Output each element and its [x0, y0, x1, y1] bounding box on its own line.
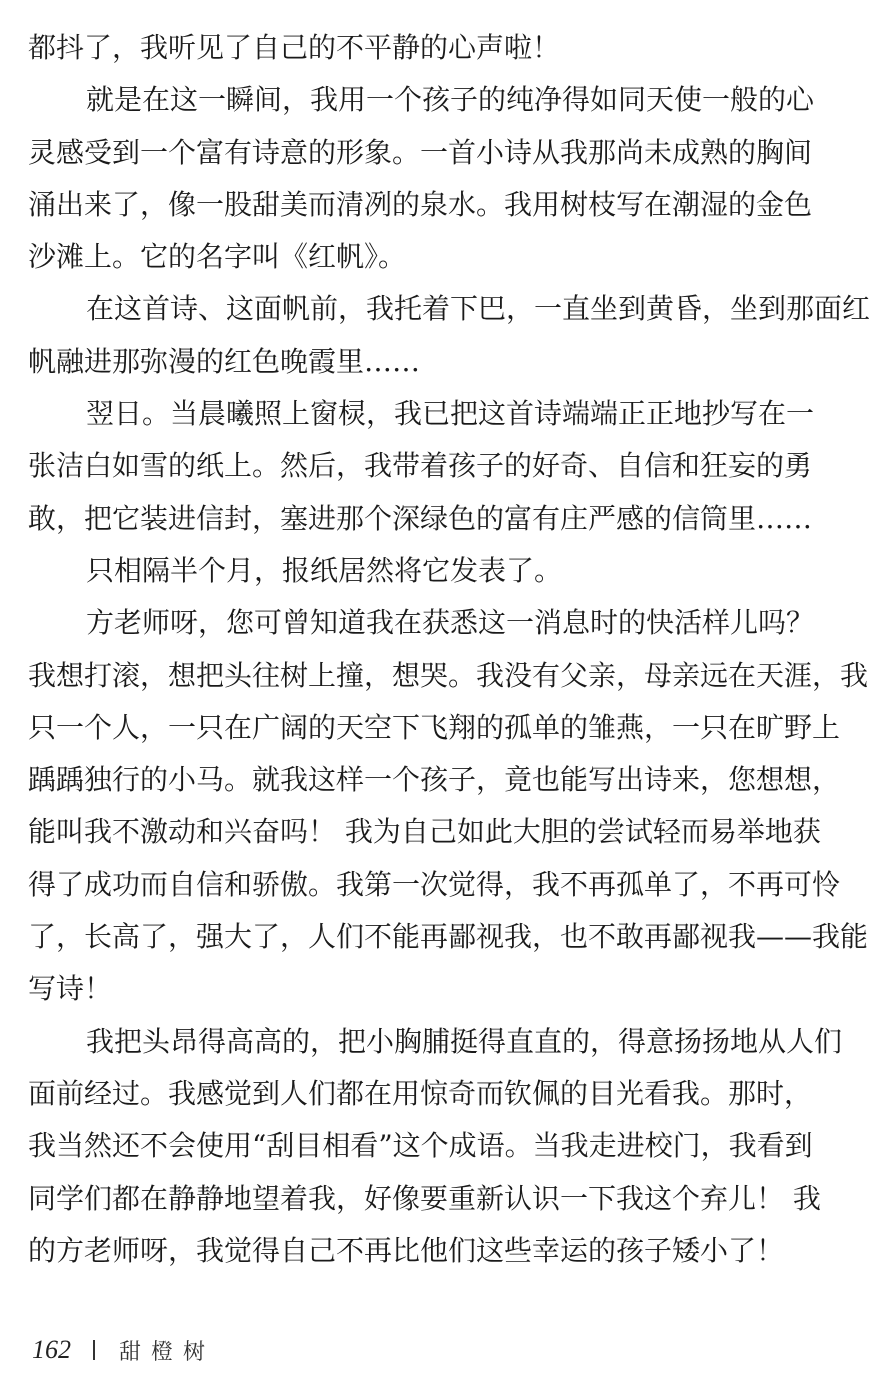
text-line: 能叫我不激动和兴奋吗！ 我为自己如此大胆的尝试轻而易举地获: [28, 815, 821, 849]
page-footer: [32, 1330, 215, 1370]
text-line: 翌日。当晨曦照上窗棂，我已把这首诗端端正正地抄写在一: [86, 397, 815, 431]
text-line: 在这首诗、这面帆前，我托着下巴，一直坐到黄昏，坐到那面红: [86, 292, 871, 326]
text-line: 涌出来了，像一股甜美而清冽的泉水。我用树枝写在潮湿的金色: [28, 187, 813, 221]
book-page-body: [28, 22, 871, 1277]
text-line: 帆融进那弥漫的红色晚霞里……: [28, 344, 421, 378]
text-line: 沙滩上。它的名字叫《红帆》。: [28, 240, 407, 274]
text-line: 我当然还不会使用“刮目相看”这个成语。当我走进校门，我看到: [28, 1129, 813, 1163]
text-line: 只一个人，一只在广阔的天空下飞翔的孤单的雏燕，一只在旷野上: [28, 710, 841, 744]
text-line: 我想打滚，想把头往树上撞，想哭。我没有父亲，母亲远在天涯，我: [28, 658, 869, 692]
text-line: 灵感受到一个富有诗意的形象。一首小诗从我那尚未成熟的胸间: [28, 135, 813, 169]
text-line: 张洁白如雪的纸上。然后，我带着孩子的好奇、自信和狂妄的勇: [28, 449, 813, 483]
text-line: 了，长高了，强大了，人们不能再鄙视我，也不敢再鄙视我——我能: [28, 920, 869, 954]
book-title: 甜橙树: [119, 1339, 216, 1365]
footer-divider: [93, 1340, 95, 1360]
text-line: 同学们都在静静地望着我，好像要重新认识一下我这个弃儿！ 我: [28, 1181, 821, 1215]
page-number: 162: [32, 1335, 71, 1364]
text-line: 写诗！: [28, 972, 113, 1006]
text-line: 都抖了，我听见了自己的不平静的心声啦！: [28, 31, 561, 64]
text-line: 得了成功而自信和骄傲。我第一次觉得，我不再孤单了，不再可怜: [28, 867, 841, 901]
text-line: 踽踽独行的小马。就我这样一个孩子，竟也能写出诗来，您想想，: [28, 763, 841, 797]
text-line: 就是在这一瞬间，我用一个孩子的纯净得如同天使一般的心: [86, 83, 815, 117]
text-line: 敢，把它装进信封，塞进那个深绿色的富有庄严感的信筒里……: [28, 501, 813, 535]
text-line: 方老师呀，您可曾知道我在获悉这一消息时的快活样儿吗？: [86, 606, 815, 640]
text-line: 我把头昂得高高的，把小胸脯挺得直直的，得意扬扬地从人们: [86, 1024, 843, 1058]
text-line: 面前经过。我感觉到人们都在用惊奇而钦佩的目光看我。那时，: [28, 1076, 813, 1110]
text-line: 只相隔半个月，报纸居然将它发表了。: [86, 553, 563, 587]
text-line: 的方老师呀，我觉得自己不再比他们这些幸运的孩子矮小了！: [28, 1233, 785, 1267]
